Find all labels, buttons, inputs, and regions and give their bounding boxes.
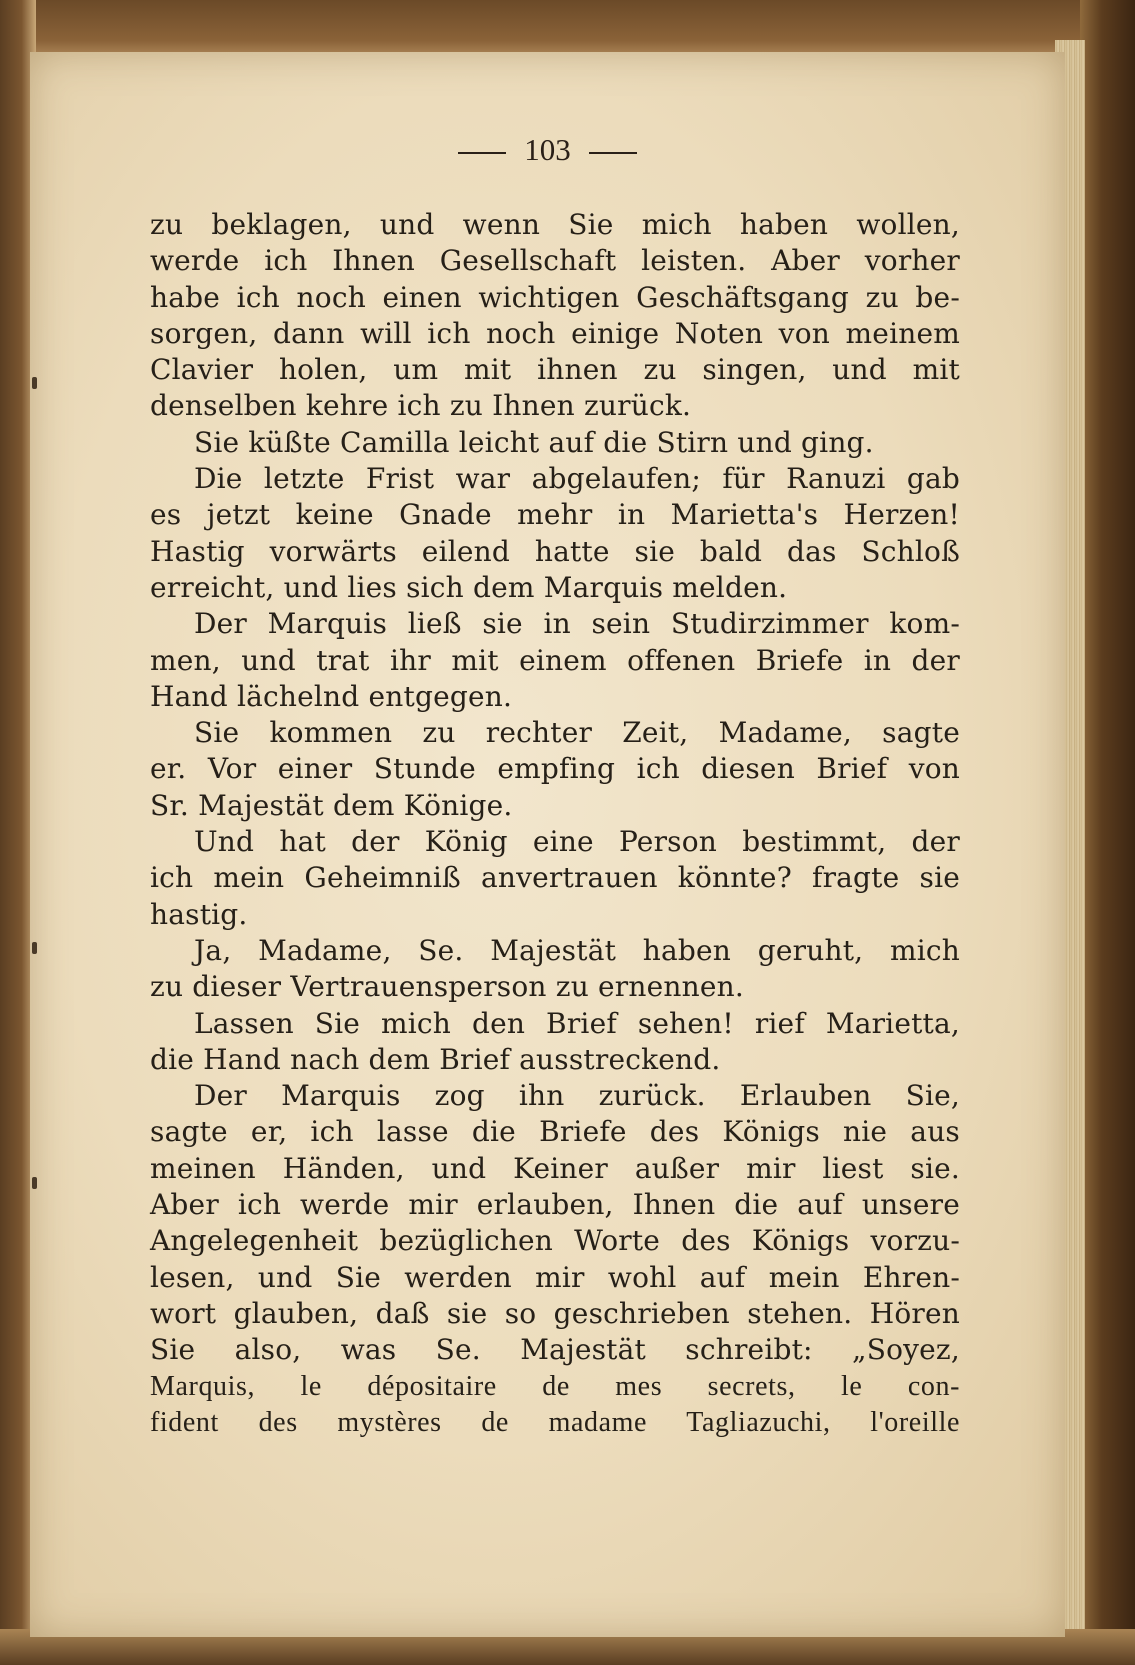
text-line: Der Marquis zog ihn zurück. Erlauben Sie, [194, 1079, 960, 1113]
text-line: Clavier holen, um mit ihnen zu singen, und mit [150, 353, 960, 387]
text-line: Hastig vorwärts eilend hatte sie bald das Schloß [150, 534, 960, 568]
header-dash-right [589, 152, 637, 154]
header-dash-left [458, 152, 506, 154]
text-line: hastig. [150, 897, 248, 931]
text-line: Hand lächelnd entgegen. [150, 679, 513, 713]
text-line: Die letzte Frist war abgelaufen; für Ranuzi gab [194, 462, 960, 496]
margin-mark [32, 1177, 37, 1189]
text-line: Sie kommen zu rechter Zeit, Madame, sagte [194, 716, 960, 750]
body-text [150, 207, 960, 1441]
text-line: men, und trat ihr mit einem offenen Briefe in der [150, 643, 960, 677]
margin-mark [32, 942, 37, 954]
text-line: Sie also, was Se. Majestät schreibt: „Soyez, [150, 1333, 960, 1367]
text-line: habe ich noch einen wichtigen Geschäftsgang zu be- [150, 280, 960, 314]
text-line: Und hat der König eine Person bestimmt, der [194, 825, 960, 859]
text-line: sorgen, dann will ich noch einige Noten von meinem [150, 316, 960, 350]
book-page [30, 52, 1065, 1637]
text-line: Ja, Madame, Se. Majestät haben geruht, mich [194, 933, 960, 967]
text-line: wort glauben, daß sie so geschrieben stehen. Hören [150, 1296, 960, 1330]
text-line: es jetzt keine Gnade mehr in Marietta's Herzen! [150, 498, 960, 532]
margin-mark [32, 377, 37, 389]
text-line: er. Vor einer Stunde empfing ich diesen Brief von [150, 752, 960, 786]
text-line: meinen Händen, und Keiner außer mir liest sie. [150, 1151, 960, 1185]
text-line: ich mein Geheimniß anvertrauen könnte? fragte sie [150, 861, 960, 895]
text-line: Angelegenheit bezüglichen Worte des Königs vorzu- [150, 1224, 960, 1258]
text-line: sagte er, ich lasse die Briefe des Königs nie aus [150, 1115, 960, 1149]
text-line: erreicht, und lies sich dem Marquis melden. [150, 570, 788, 604]
text-line: Sr. Majestät dem Könige. [150, 788, 513, 822]
text-line: denselben kehre ich zu Ihnen zurück. [150, 389, 692, 423]
book-cover-right [1080, 0, 1135, 1665]
text-line: fident des mystères de madame Tagliazuchi, l'oreille [150, 1406, 960, 1438]
text-line: Der Marquis ließ sie in sein Studirzimmer kom- [194, 607, 960, 641]
book-cover-top [0, 0, 1135, 58]
text-line: lesen, und Sie werden mir wohl auf mein Ehren- [150, 1260, 960, 1294]
text-line: die Hand nach dem Brief ausstreckend. [150, 1042, 721, 1076]
text-line: Aber ich werde mir erlauben, Ihnen die auf unsere [150, 1188, 960, 1222]
text-line: Marquis, le dépositaire de mes secrets, le con- [150, 1370, 960, 1402]
page-header [30, 132, 1065, 168]
text-line: werde ich Ihnen Gesellschaft leisten. Aber vorher [150, 244, 960, 278]
text-line: Sie küßte Camilla leicht auf die Stirn und ging. [194, 425, 874, 459]
text-line: zu dieser Vertrauensperson zu ernennen. [150, 970, 744, 1004]
page-number: 103 [524, 132, 571, 167]
text-line: zu beklagen, und wenn Sie mich haben wollen, [150, 208, 960, 241]
text-line: Lassen Sie mich den Brief sehen! rief Marietta, [194, 1006, 960, 1040]
